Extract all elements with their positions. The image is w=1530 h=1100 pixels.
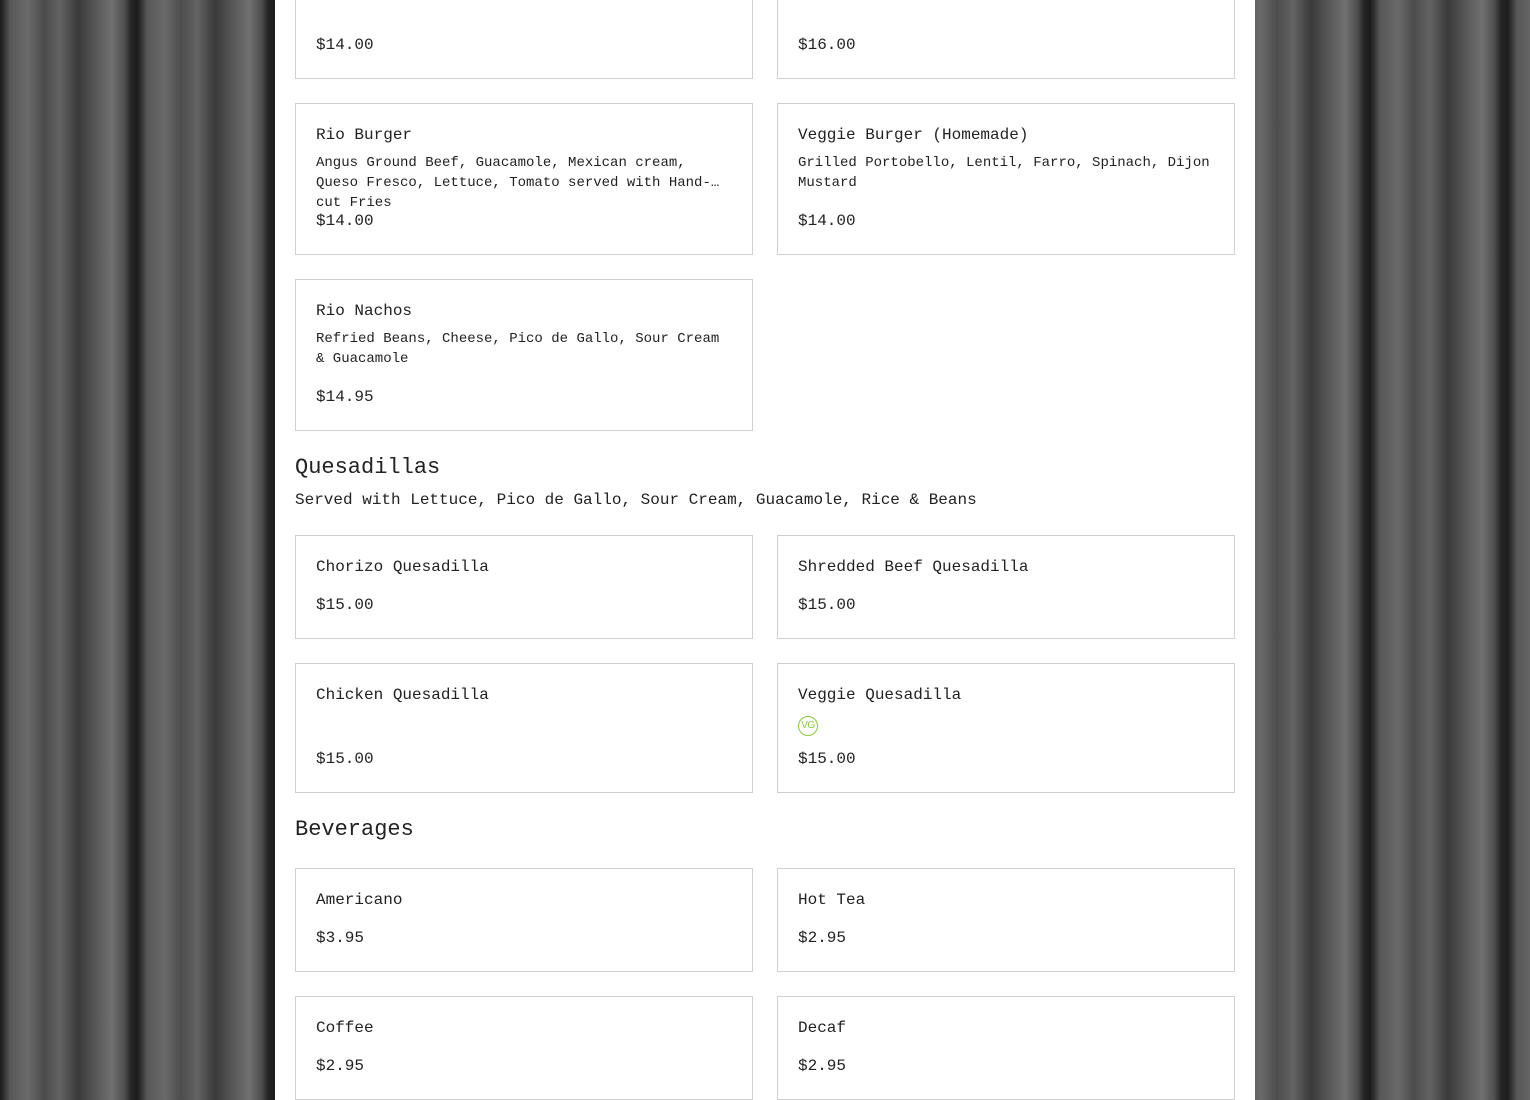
item-price: $2.95 bbox=[798, 1057, 847, 1075]
item-name: Decaf bbox=[798, 1019, 847, 1037]
vegan-badge-icon: VG bbox=[798, 716, 818, 736]
item-name: Chorizo Quesadilla bbox=[316, 558, 489, 576]
beverages-grid bbox=[295, 868, 1235, 1100]
menu-item-card[interactable] bbox=[777, 0, 1235, 79]
item-name: Americano bbox=[316, 891, 403, 909]
section-subtitle: Served with Lettuce, Pico de Gallo, Sour Cream, Guacamole, Rice & Beans bbox=[295, 491, 977, 509]
menu-item-card-rio-nachos[interactable] bbox=[295, 279, 753, 431]
item-price: $15.00 bbox=[798, 596, 856, 614]
item-price: $2.95 bbox=[316, 1057, 365, 1075]
quesadillas-grid bbox=[295, 535, 1235, 793]
section-title: Quesadillas bbox=[295, 455, 441, 480]
item-name: Chicken Quesadilla bbox=[316, 686, 489, 704]
item-description: Angus Ground Beef, Guacamole, Mexican cream, Queso Fresco, Lettuce, Tomato served with Hand-cut Fries bbox=[316, 155, 711, 211]
menu-item-card-chicken-quesadilla[interactable] bbox=[295, 663, 753, 793]
item-name: Rio Burger bbox=[316, 126, 413, 144]
menu-item-card-coffee[interactable] bbox=[295, 996, 753, 1100]
item-price: $14.00 bbox=[798, 212, 856, 230]
menu-panel bbox=[275, 0, 1255, 1100]
item-name: Rio Nachos bbox=[316, 302, 413, 320]
item-name: Coffee bbox=[316, 1019, 374, 1037]
menu-item-card-veggie-quesadilla[interactable] bbox=[777, 663, 1235, 793]
menu-item-card-decaf[interactable] bbox=[777, 996, 1235, 1100]
item-description: Refried Beans, Cheese, Pico de Gallo, Sour Cream & Guacamole bbox=[316, 331, 720, 367]
item-price: $14.00 bbox=[316, 212, 374, 230]
item-price: $3.95 bbox=[316, 929, 365, 947]
item-price: $2.95 bbox=[798, 929, 847, 947]
item-price: $15.00 bbox=[316, 596, 374, 614]
item-name: Shredded Beef Quesadilla bbox=[798, 558, 1029, 576]
menu-item-card-americano[interactable] bbox=[295, 868, 753, 972]
item-price: $15.00 bbox=[798, 750, 856, 768]
item-price: $14.95 bbox=[316, 388, 374, 406]
item-price: $15.00 bbox=[316, 750, 374, 768]
section-title: Beverages bbox=[295, 817, 414, 842]
menu-item-card-shredded-beef-quesadilla[interactable] bbox=[777, 535, 1235, 639]
item-price: $16.00 bbox=[798, 36, 856, 54]
menu-item-card-veggie-burger[interactable] bbox=[777, 103, 1235, 255]
item-name: Hot Tea bbox=[798, 891, 866, 909]
quesadillas-section bbox=[295, 455, 1235, 793]
item-name: Veggie Quesadilla bbox=[798, 686, 962, 704]
menu-item-card[interactable] bbox=[295, 0, 753, 79]
item-price: $14.00 bbox=[316, 36, 374, 54]
menu-item-card-chorizo-quesadilla[interactable] bbox=[295, 535, 753, 639]
menu-content bbox=[295, 0, 1235, 1100]
item-name: Veggie Burger (Homemade) bbox=[798, 126, 1029, 144]
menu-item-card-rio-burger[interactable] bbox=[295, 103, 753, 255]
beverages-section bbox=[295, 817, 1235, 1100]
item-description: Grilled Portobello, Lentil, Farro, Spinach, Dijon Mustard bbox=[798, 155, 1210, 191]
menu-item-card-hot-tea[interactable] bbox=[777, 868, 1235, 972]
burgers-grid bbox=[295, 0, 1235, 431]
